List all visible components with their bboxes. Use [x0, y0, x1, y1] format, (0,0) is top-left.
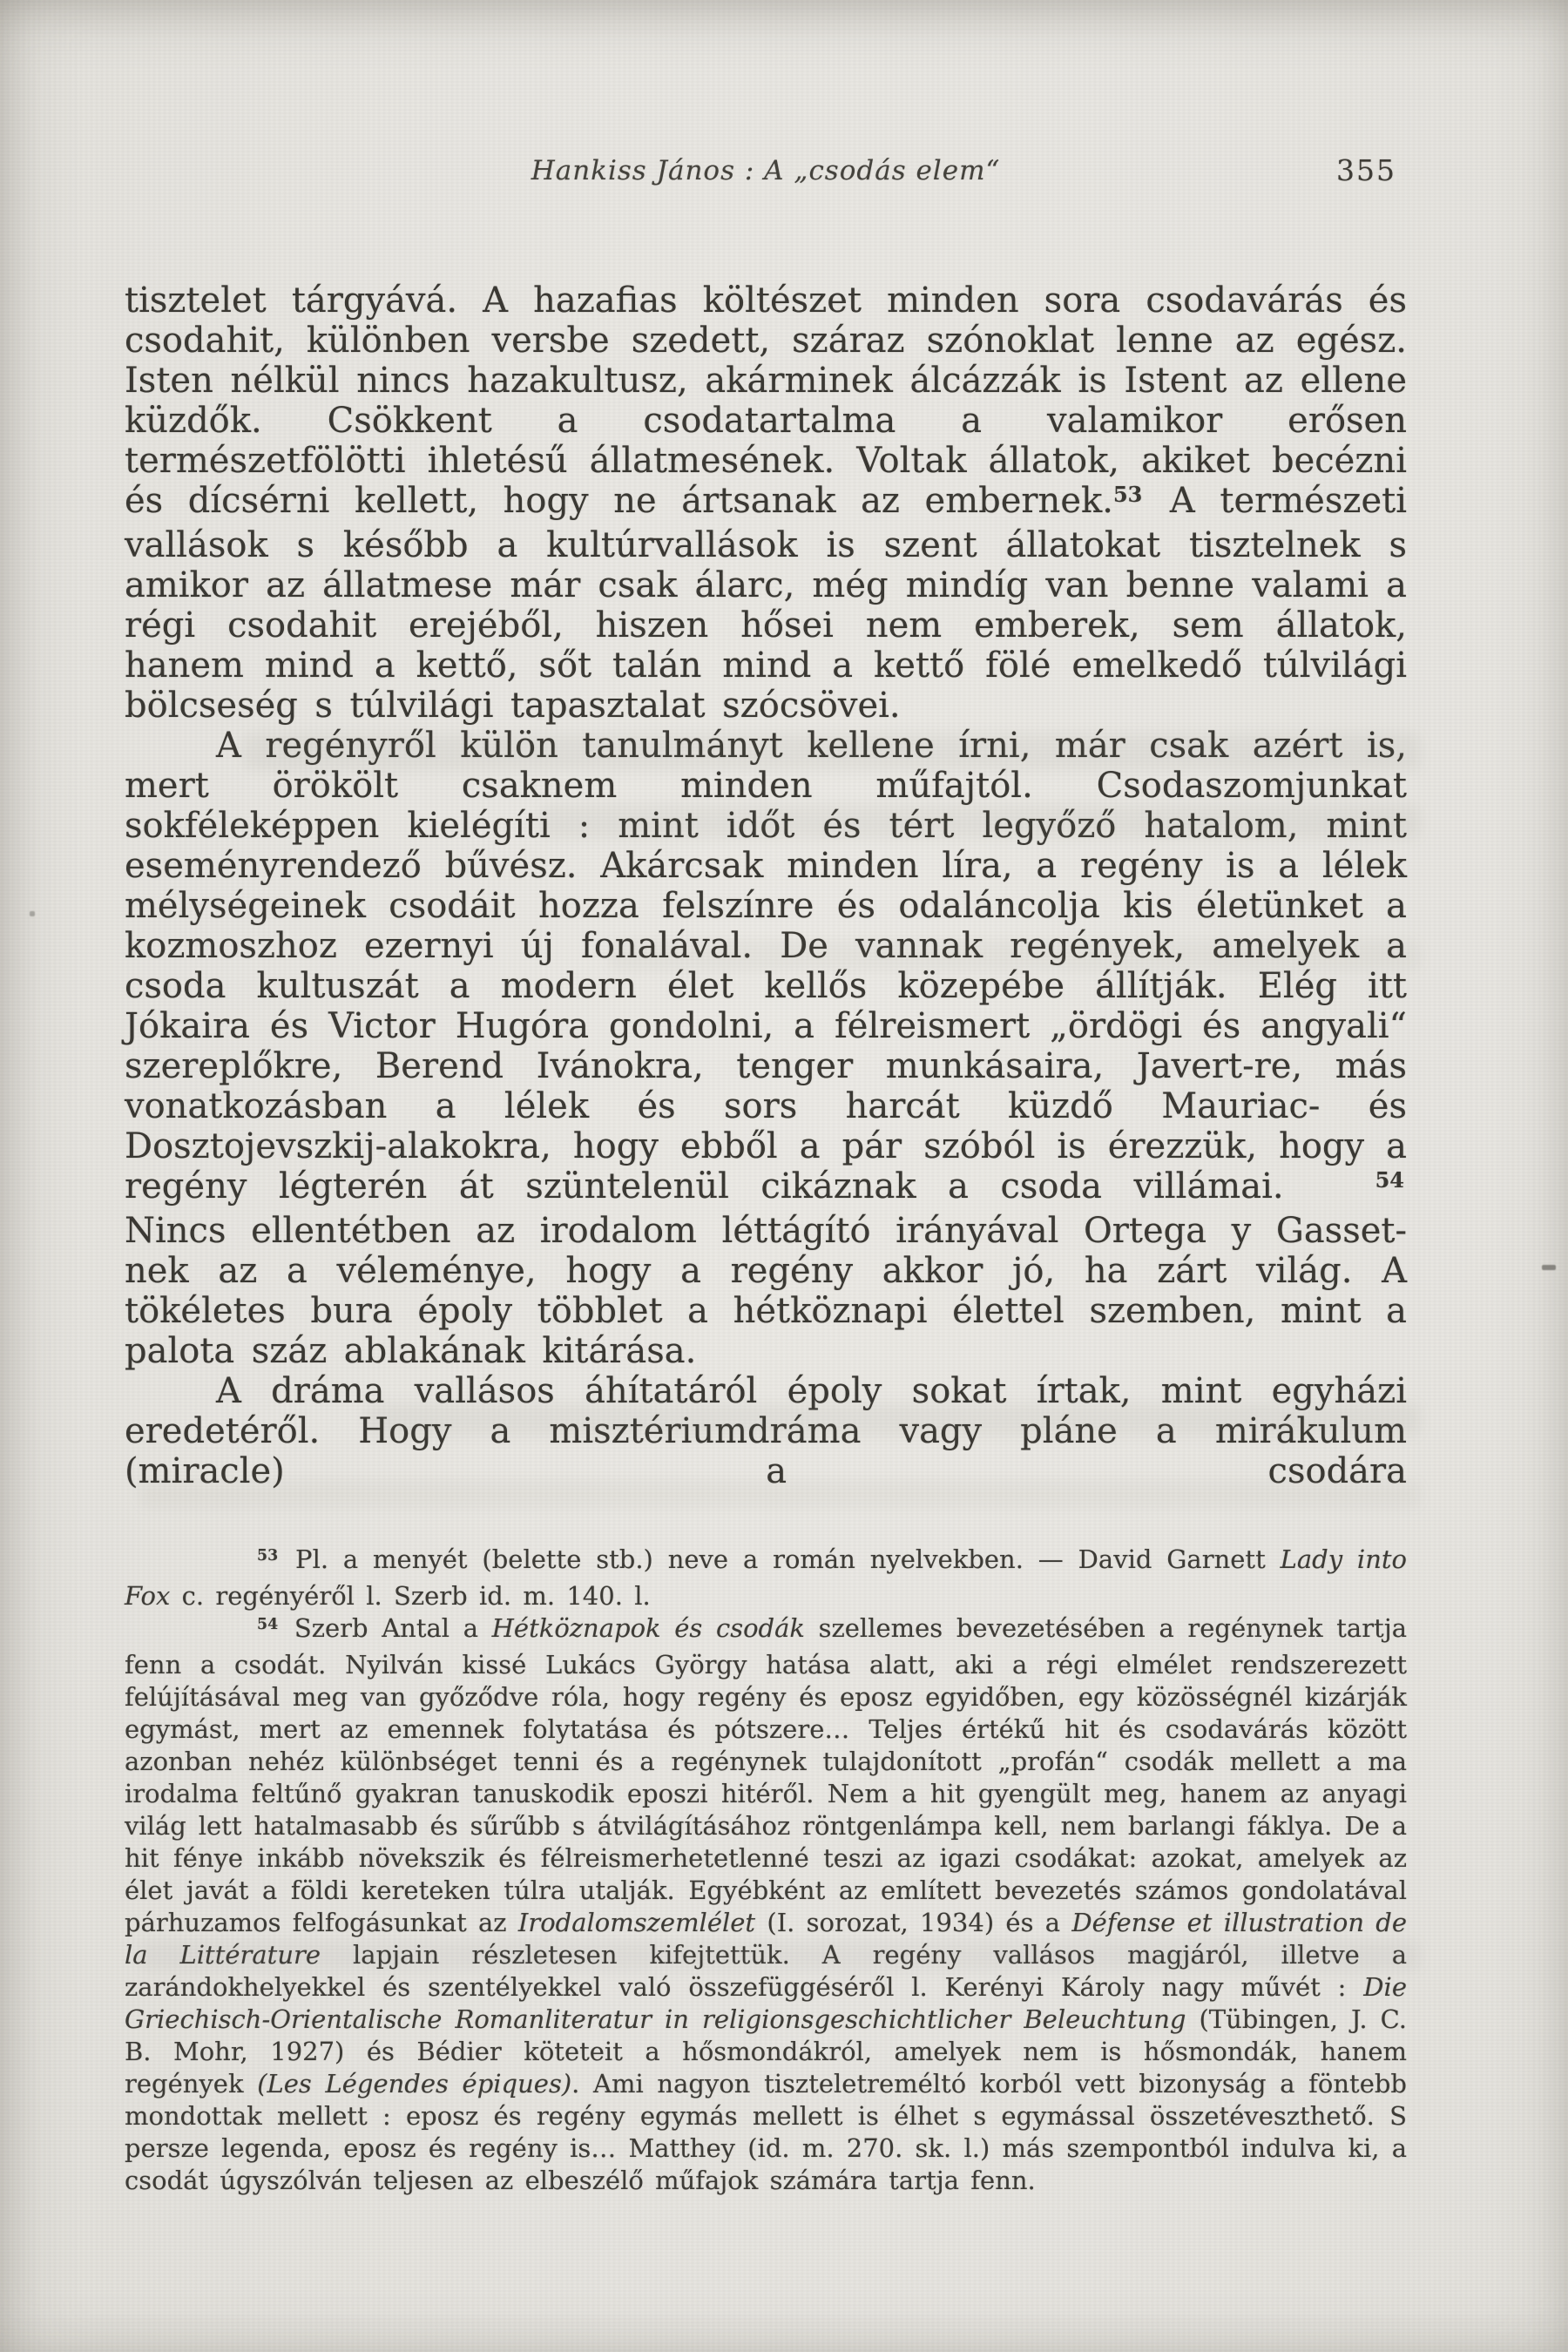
- footnotes-block: [125, 1544, 1407, 2197]
- scan-speck: [30, 911, 35, 916]
- footnote-53: 53 Pl. a menyét (belette stb.) neve a román nyelvekben. — David Garnett Lady into Fox c. regényéről l. Szerb id. m. 140. l.: [125, 1544, 1407, 1611]
- body-paragraph-2: A regényről külön tanulmányt kellene írni, már csak azért is, mert örökölt csaknem minden műfajtól. Csodaszomjunkat sokféleképpen kielégíti : mint időt és tért legyőző hatalom, mint eseményrendező bűvész. Akárcsak minden líra, a regény is a lélek mélységeinek csodáit hozza felszínre és odaláncolja kis életünket a kozmoszhoz ezernyi új fonalával. De vannak regények, amelyek a csoda kultuszát a modern élet kellős közepébe állítják. Elég itt Jókaira és Victor Hugóra gondolni, a félreismert „ördögi és angyali“ szereplőkre, Berend Ivánokra, tenger munkásaira, Javert-re, más vonatkozásban a lélek és sors harcát küzdő Mauriac- és Dosztojevszkij-alakokra, hogy ebből a pár szóból is érezzük, hogy a regény légterén át szüntelenül cikáznak a csoda villámai. 54 Nincs ellentétben az irodalom léttágító irányával Ortega y Gasset-nek az a véleménye, hogy a regény akkor jó, ha zárt világ. A tökéletes bura époly többlet a hétköznapi élettel szemben, mint a palota száz ablakának kitárása.: [125, 726, 1407, 1371]
- text-column: [125, 280, 1407, 2197]
- scan-speck: [1542, 1265, 1556, 1270]
- page-number: 355: [1336, 153, 1396, 187]
- body-paragraph-1: tisztelet tárgyává. A hazafias költészet minden sora csodavárás és csodahit, különben versbe szedett, száraz szónoklat lenne az egész. Isten nélkül nincs hazakultusz, akárminek álcázzák is Istent az ellene küzdők. Csökkent a csodatartalma a valamikor erősen természetfölötti ihletésű állatmesének. Voltak állatok, akiket becézni és dícsérni kellett, hogy ne ártsanak az embernek.53 A természeti vallások s később a kultúrvallások is szent állatokat tisztelnek s amikor az állatmese már csak álarc, még mindíg van benne valami a régi csodahit erejéből, hiszen hősei nem emberek, sem állatok, hanem mind a kettő, sőt talán mind a kettő fölé emelkedő túlvilági bölcseség s túlvilági tapasztalat szócsövei.: [125, 280, 1407, 726]
- body-paragraph-3: A dráma vallásos áhítatáról époly sokat írtak, mint egyházi eredetéről. Hogy a misztériumdráma vagy pláne a mirákulum (miracle) a csodára: [125, 1371, 1407, 1491]
- running-title: Hankiss János : A „csodás elem“: [531, 155, 1001, 186]
- footnote-54: 54 Szerb Antal a Hétköznapok és csodák szellemes bevezetésében a regénynek tartja fenn a csodát. Nyilván kissé Lukács György hatása alatt, aki a régi elmélet rendszerezett felújításával meg van győződve róla, hogy regény és eposz egyidőben, egy közösségnél kizárják egymást, mert az emennek folytatása és pótszere… Teljes értékű hit és csodavárás között azonban nehéz különbséget tenni és a regénynek tulajdonított „profán“ csodák mellett a ma irodalma feltűnő gyakran tanuskodik eposzi hitéről. Nem a hit gyengült meg, hanem az anyagi világ lett hatalmasabb és sűrűbb s átvilágításához röntgenlámpa kell, nem barlangi fáklya. De a hit fénye inkább növekszik és félreismerhetetlenné teszi az igazi csodákat: azokat, amelyek az élet javát a földi kereteken túlra utalják. Egyébként az említett bevezetés számos gondolatával párhuzamos felfogásunkat az Irodalomszemlélet (I. sorozat, 1934) és a Défense et illustration de la Littérature lapjain részletesen kifejtettük. A regény vallásos magjáról, illetve a zarándokhelyekkel és szentélyekkel való összefüggéséről l. Kerényi Károly nagy művét : Die Griechisch-Orientalische Romanliteratur in religionsgeschichtlicher Beleuchtung (Tübingen, J. C. B. Mohr, 1927) és Bédier köteteit a hősmondákról, amelyek nem is hősmondák, hanem regények (Les Légendes épiques). Ami nagyon tiszteletreméltó korból vett bizonyság a föntebb mondottak mellett : eposz és regény egymás mellett is élhet s egymással összetéveszthető. S persze legenda, eposz és regény is… Matthey (id. m. 270. sk. l.) más szempontból indulva ki, a csodát úgyszólván teljesen az elbeszélő műfajok számára tartja fenn.: [125, 1613, 1407, 2195]
- page-header: [125, 150, 1407, 192]
